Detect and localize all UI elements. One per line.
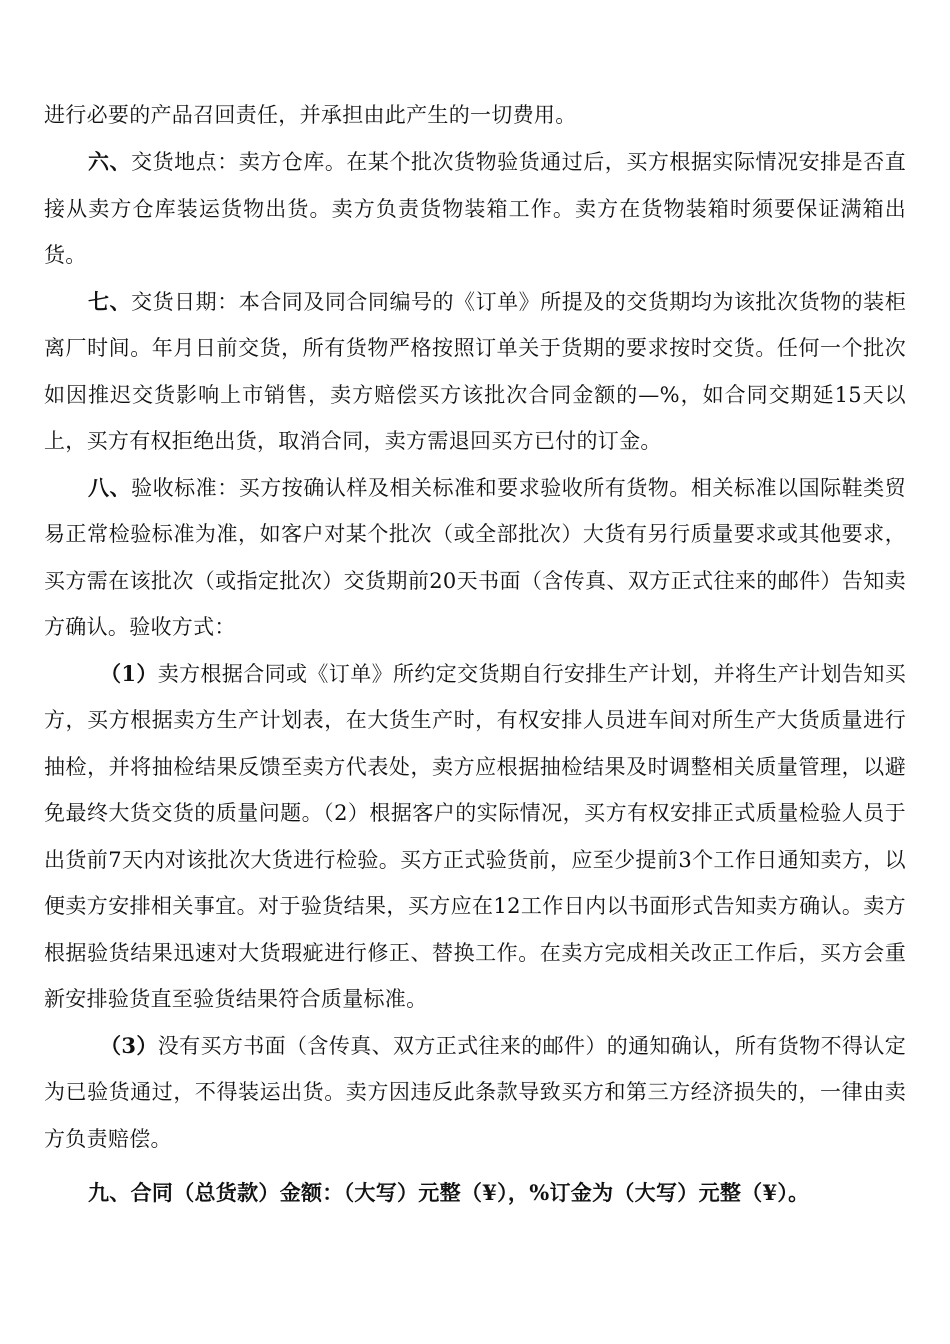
item-1-text: 卖方根据合同或《订单》所约定交货期自行安排生产计划，并将生产计划告知买方，买方根据卖方生产计划表，在大货生产时，有权安排人员进车间对所生产大货质量进行抽检，并将抽检结果反馈至卖方代表处，卖方应根据抽检结果及时调整相关质量管理，以避免最终大货交货的质量问题。（2）根据客户的实际情况，买方有权安排正式质量检验人员于出货前7天内对该批次大货进行检验。买方正式验货前，应至少提前3个工作日通知卖方，以便卖方安排相关事宜。对于验货结果，买方应在12工作日内以书面形式告知卖方确认。卖方根据验货结果迅速对大货瑕疵进行修正、替换工作。在卖方完成相关改正工作后，买方会重新安排验货直至验货结果符合质量标准。 (44, 661, 907, 1011)
section-8-heading: 八、 (88, 474, 132, 500)
item-3-label: （3） (100, 1032, 158, 1058)
section-7 (44, 279, 906, 465)
item-3-text: 没有买方书面（含传真、双方正式往来的邮件）的通知确认，所有货物不得认定为已验货通过，不得装运出货。卖方因违反此条款导致买方和第三方经济损失的，一律由卖方负责赔偿。 (44, 1033, 907, 1151)
item-3 (44, 1023, 906, 1163)
section-6-heading: 六、 (88, 149, 132, 174)
section-7-text: 交货日期：本合同及同合同编号的《订单》所提及的交货期均为该批次货物的装柜离厂时间。年月日前交货，所有货物严格按照订单关于货期的要求按时交货。任何一个批次如因推迟交货影响上市销售，卖方赔偿买方该批次合同金额的—%，如合同交期延15天以上，买方有权拒绝出货，取消合同，卖方需退回买方已付的订金。 (44, 289, 907, 453)
section-6 (44, 139, 906, 279)
section-9-contract-amount: 九、合同（总货款）金额：（大写）元整（¥），%订金为（大写）元整（¥）。 (88, 1180, 810, 1205)
section-6-text: 交货地点：卖方仓库。在某个批次货物验货通过后，买方根据实际情况安排是否直接从卖方仓库装运货物出货。卖方负责货物装箱工作。卖方在货物装箱时须要保证满箱出货。 (44, 150, 907, 267)
item-1-label: （1） (100, 660, 158, 686)
section-8-text: 验收标准：买方按确认样及相关标准和要求验收所有货物。相关标准以国际鞋类贸易正常检验标准为准，如客户对某个批次（或全部批次）大货有另行质量要求或其他要求，买方需在该批次（或指定批次）交货期前20天书面（含传真、双方正式往来的邮件）告知卖方确认。验收方式： (44, 475, 907, 639)
continuation-paragraph: 进行必要的产品召回责任，并承担由此产生的一切费用。 (44, 103, 577, 127)
section-7-heading: 七、 (88, 288, 132, 314)
item-1 (44, 651, 906, 1023)
document-body (44, 139, 906, 1238)
section-8 (44, 465, 906, 651)
